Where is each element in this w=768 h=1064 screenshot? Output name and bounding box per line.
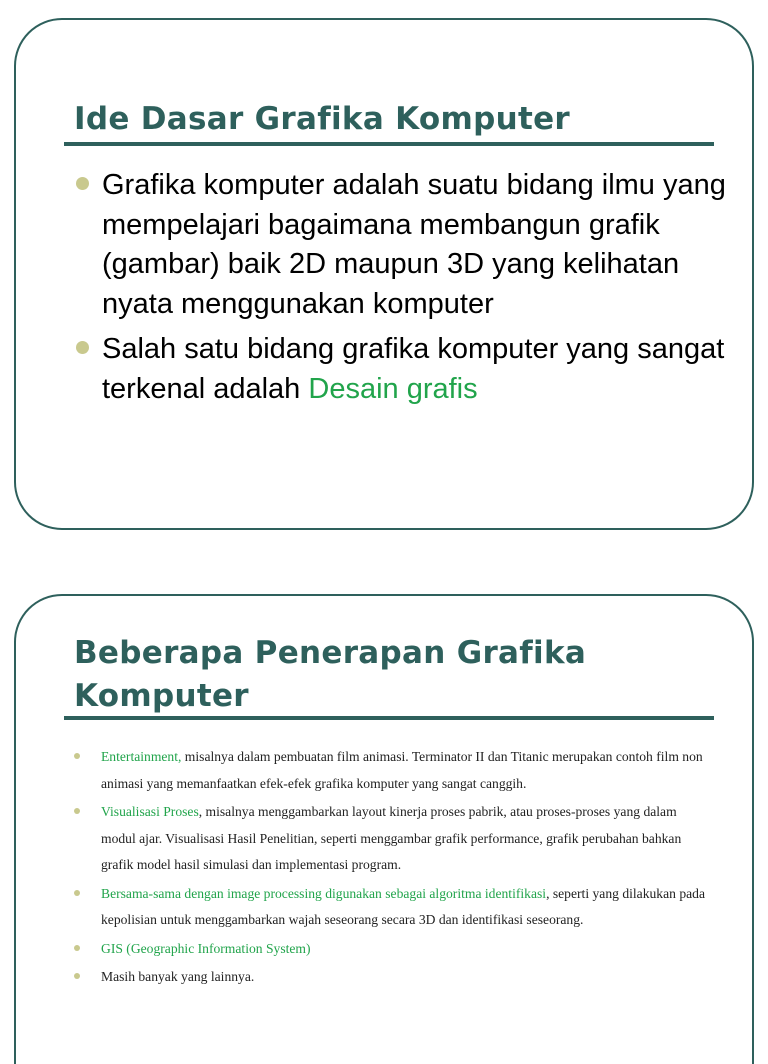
bullet-dot-icon bbox=[74, 808, 80, 814]
bullet-dot-icon bbox=[74, 753, 80, 759]
bullet-dot-icon bbox=[76, 341, 89, 354]
bullet-list bbox=[72, 744, 712, 993]
bullet-dot-icon bbox=[74, 973, 80, 979]
slide-title: Ide Dasar Grafika Komputer bbox=[74, 101, 571, 137]
bullet-item bbox=[72, 799, 712, 879]
bullet-dot-icon bbox=[74, 945, 80, 951]
bullet-item bbox=[72, 330, 732, 409]
bullet-text: misalnya dalam pembuatan film animasi. Terminator II dan Titanic merupakan contoh film non animasi yang memanfaatkan efek-efek grafika komputer yang sangat canggih. bbox=[101, 749, 703, 791]
slide-ide-dasar bbox=[14, 18, 754, 530]
bullet-highlight: Desain grafis bbox=[308, 372, 478, 405]
slide-title: Beberapa Penerapan Grafika Komputer bbox=[74, 635, 587, 714]
title-divider bbox=[64, 142, 714, 146]
slide-penerapan bbox=[14, 594, 754, 1064]
bullet-text: , misalnya menggambarkan layout kinerja proses pabrik, atau proses-proses yang dalam modul ajar. Visualisasi Hasil Penelitian, seperti menggambar grafik performance, grafik perubahan bahkan grafik model hasil simulasi dan implementasi program. bbox=[101, 804, 682, 872]
bullet-text: , seperti yang dilakukan pada kepolisian untuk menggambarkan wajah seseorang secara 3D dan identifikasi seseorang. bbox=[101, 885, 705, 927]
bullet-list bbox=[72, 166, 732, 415]
bullet-dot-icon bbox=[76, 177, 89, 190]
bullet-highlight: Bersama-sama dengan image processing digunakan sebagai algoritma identifikasi bbox=[101, 885, 547, 901]
bullet-item bbox=[72, 936, 712, 963]
bullet-item bbox=[72, 964, 712, 991]
bullet-highlight: GIS (Geographic Information System) bbox=[101, 940, 311, 956]
bullet-item bbox=[72, 744, 712, 797]
bullet-item bbox=[72, 881, 712, 934]
title-divider bbox=[64, 716, 714, 720]
bullet-dot-icon bbox=[74, 890, 80, 896]
bullet-text: Masih banyak yang lainnya. bbox=[101, 969, 255, 984]
bullet-highlight: Visualisasi Proses bbox=[101, 804, 199, 819]
bullet-text: Grafika komputer adalah suatu bidang ilmu yang mempelajari bagaimana membangun grafik (gambar) baik 2D maupun 3D yang kelihatan nyata menggunakan komputer bbox=[102, 169, 726, 320]
bullet-highlight: Entertainment, bbox=[101, 749, 182, 764]
bullet-text: Salah satu bidang grafika komputer yang sangat terkenal adalah bbox=[102, 333, 725, 405]
bullet-item bbox=[72, 166, 732, 324]
